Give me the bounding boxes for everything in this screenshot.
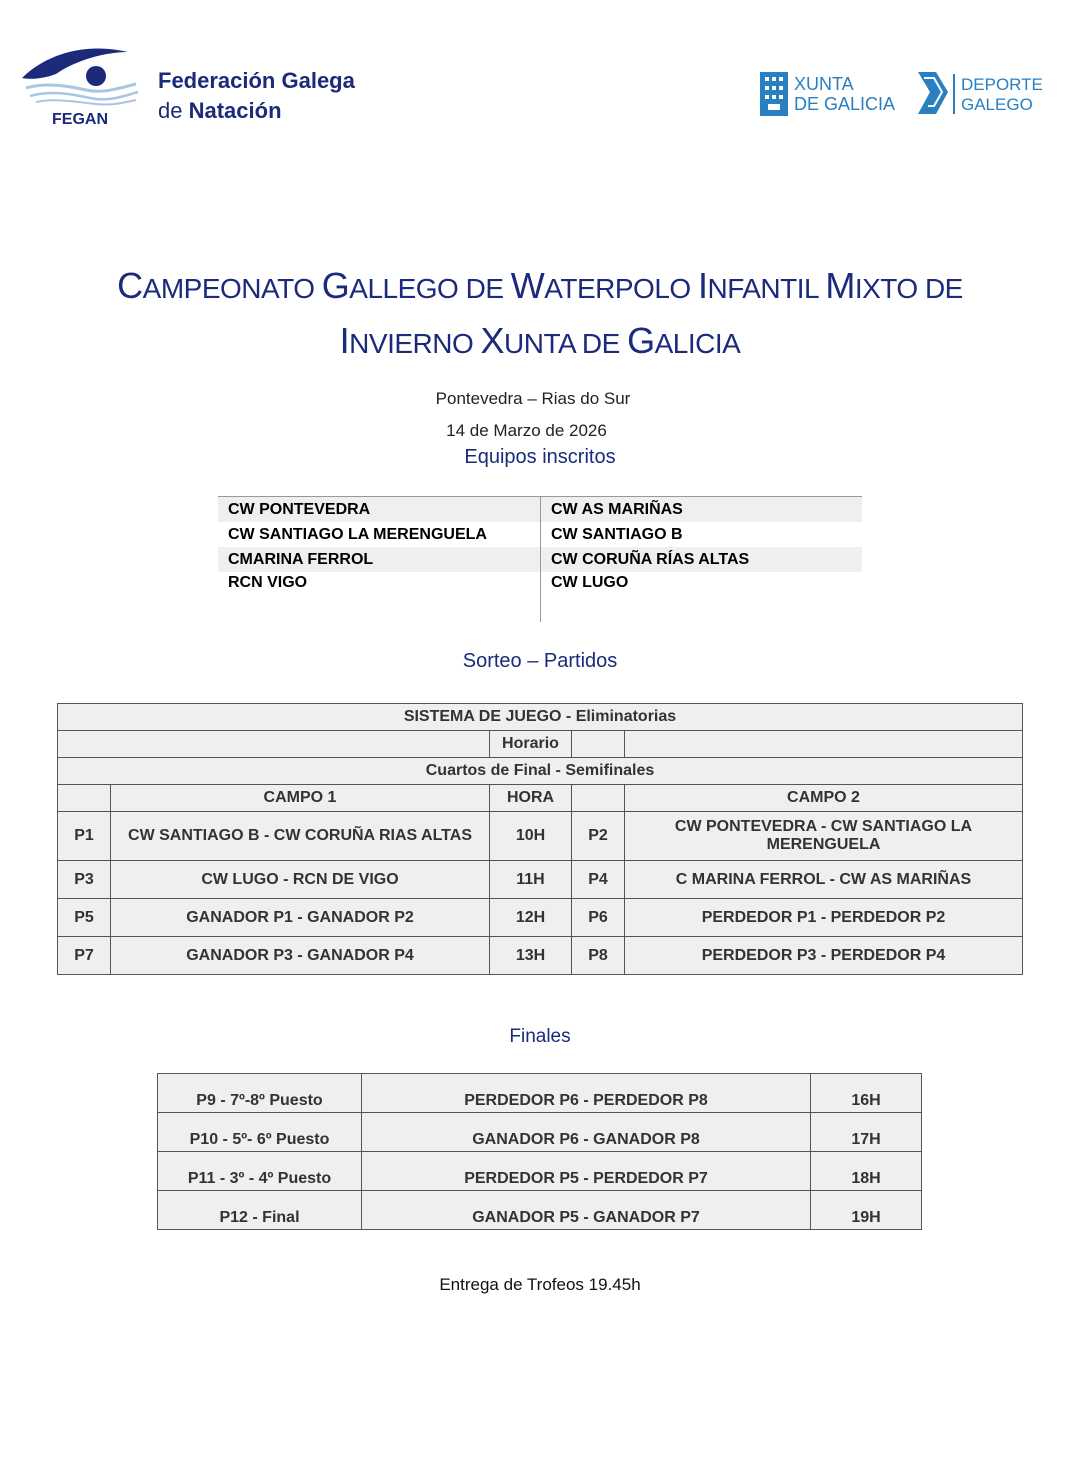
event-place: Pontevedra – Rias do Sur bbox=[435, 389, 631, 408]
table-row bbox=[58, 812, 1023, 861]
campo1-header: CAMPO 1 bbox=[111, 785, 490, 812]
title-initial: G bbox=[627, 320, 655, 361]
final-hour: 18H bbox=[811, 1152, 922, 1191]
final-hour: 17H bbox=[811, 1113, 922, 1152]
match-id: P1 bbox=[58, 812, 111, 861]
match-id: P4 bbox=[572, 861, 625, 899]
match-teams: CW PONTEVEDRA - CW SANTIAGO LA MERENGUELA bbox=[625, 812, 1023, 861]
match-teams: CW LUGO - RCN DE VIGO bbox=[111, 861, 490, 899]
final-teams: PERDEDOR P6 - PERDEDOR P8 bbox=[362, 1074, 811, 1113]
final-teams: GANADOR P5 - GANADOR P7 bbox=[362, 1191, 811, 1230]
empty-cell bbox=[58, 785, 111, 812]
draw-heading: Sorteo – Partidos bbox=[462, 650, 618, 672]
title-word: ATERPOLO bbox=[544, 273, 691, 304]
final-teams: PERDEDOR P5 - PERDEDOR P7 bbox=[362, 1152, 811, 1191]
table-row bbox=[58, 704, 1023, 731]
match-id: P3 bbox=[58, 861, 111, 899]
hora-header: HORA bbox=[490, 785, 572, 812]
xunta-line1: XUNTA bbox=[794, 74, 854, 94]
title-word: ALLEGO DE bbox=[349, 273, 504, 304]
match-id: P5 bbox=[58, 899, 111, 937]
teams-table bbox=[218, 496, 862, 622]
final-label: P9 - 7º-8º Puesto bbox=[158, 1074, 362, 1113]
final-label: P10 - 5º- 6º Puesto bbox=[158, 1113, 362, 1152]
match-teams: PERDEDOR P1 - PERDEDOR P2 bbox=[625, 899, 1023, 937]
empty-cell bbox=[58, 731, 490, 758]
final-label: P11 - 3º - 4º Puesto bbox=[158, 1152, 362, 1191]
final-teams: GANADOR P6 - GANADOR P8 bbox=[362, 1113, 811, 1152]
teams-heading: Equipos inscritos bbox=[464, 446, 616, 468]
fegan-logo-text: FEGAN bbox=[52, 111, 108, 128]
table-row bbox=[58, 861, 1023, 899]
title-initial: M bbox=[825, 265, 855, 306]
match-teams: C MARINA FERROL - CW AS MARIÑAS bbox=[625, 861, 1023, 899]
title-initial: X bbox=[480, 320, 505, 361]
table-row bbox=[158, 1074, 922, 1113]
phase-header: Cuartos de Final - Semifinales bbox=[58, 758, 1023, 785]
empty-cell bbox=[572, 731, 625, 758]
team-cell: CW SANTIAGO B bbox=[551, 525, 683, 543]
match-hour: 13H bbox=[490, 937, 572, 975]
federation-name bbox=[158, 66, 355, 126]
table-row bbox=[158, 1152, 922, 1191]
table-row bbox=[218, 497, 862, 523]
team-cell: CMARINA FERROL bbox=[218, 547, 541, 572]
match-teams: GANADOR P3 - GANADOR P4 bbox=[111, 937, 490, 975]
final-label: P12 - Final bbox=[158, 1191, 362, 1230]
team-cell: RCN VIGO bbox=[218, 572, 541, 622]
fegan-logo bbox=[16, 44, 142, 128]
team-cell: CW LUGO bbox=[551, 574, 629, 591]
title-initial: I bbox=[339, 320, 350, 361]
federation-line2-bold: Natación bbox=[188, 98, 282, 123]
title-word: UNTA DE bbox=[504, 328, 620, 359]
title-word: IXTO DE bbox=[854, 273, 963, 304]
table-row bbox=[218, 547, 862, 572]
title-initial: W bbox=[510, 265, 545, 306]
match-id: P6 bbox=[572, 899, 625, 937]
campo2-header: CAMPO 2 bbox=[625, 785, 1023, 812]
table-row bbox=[58, 937, 1023, 975]
final-hour: 19H bbox=[811, 1191, 922, 1230]
table-row bbox=[58, 785, 1023, 812]
title-word: AMPEONATO bbox=[142, 273, 315, 304]
title-word: ALICIA bbox=[654, 328, 741, 359]
match-id: P7 bbox=[58, 937, 111, 975]
table-row bbox=[218, 522, 862, 547]
finals-heading: Finales bbox=[509, 1026, 571, 1047]
table-row bbox=[58, 731, 1023, 758]
match-teams: PERDEDOR P3 - PERDEDOR P4 bbox=[625, 937, 1023, 975]
team-cell: CW CORUÑA RÍAS ALTAS bbox=[541, 547, 863, 572]
finals-table bbox=[157, 1073, 922, 1230]
empty-cell bbox=[625, 731, 1023, 758]
title-word: NFANTIL bbox=[707, 273, 819, 304]
match-hour: 11H bbox=[490, 861, 572, 899]
deporte-line1: DEPORTE bbox=[961, 75, 1043, 94]
title-initial: I bbox=[697, 265, 708, 306]
match-id: P8 bbox=[572, 937, 625, 975]
title-word: NVIERNO bbox=[349, 328, 474, 359]
team-cell: CW PONTEVEDRA bbox=[218, 497, 541, 523]
event-date: 14 de Marzo de 2026 bbox=[446, 421, 607, 440]
table-row bbox=[58, 758, 1023, 785]
match-teams: GANADOR P1 - GANADOR P2 bbox=[111, 899, 490, 937]
team-cell: CW SANTIAGO LA MERENGUELA bbox=[218, 522, 541, 547]
federation-line1: Federación Galega bbox=[158, 68, 355, 93]
title-initial: G bbox=[321, 265, 350, 306]
final-hour: 16H bbox=[811, 1074, 922, 1113]
xunta-deporte-logo bbox=[758, 70, 1048, 120]
match-teams: CW SANTIAGO B - CW CORUÑA RIAS ALTAS bbox=[111, 812, 490, 861]
table-row bbox=[158, 1113, 922, 1152]
match-hour: 12H bbox=[490, 899, 572, 937]
horario-header: Horario bbox=[490, 731, 572, 758]
trophies-note: Entrega de Trofeos 19.45h bbox=[439, 1275, 641, 1294]
match-hour: 10H bbox=[490, 812, 572, 861]
title-initial: C bbox=[117, 265, 143, 306]
match-id: P2 bbox=[572, 812, 625, 861]
xunta-line2: DE GALICIA bbox=[794, 94, 896, 114]
table-row bbox=[158, 1191, 922, 1230]
table-row bbox=[58, 899, 1023, 937]
system-header: SISTEMA DE JUEGO - Eliminatorias bbox=[58, 704, 1023, 731]
document-title bbox=[60, 260, 1020, 370]
table-row bbox=[218, 572, 862, 622]
empty-cell bbox=[572, 785, 625, 812]
deporte-line2: GALEGO bbox=[961, 95, 1033, 114]
federation-line2-prefix: de bbox=[158, 98, 183, 123]
matches-table bbox=[57, 703, 1023, 975]
team-cell: CW AS MARIÑAS bbox=[541, 497, 863, 523]
